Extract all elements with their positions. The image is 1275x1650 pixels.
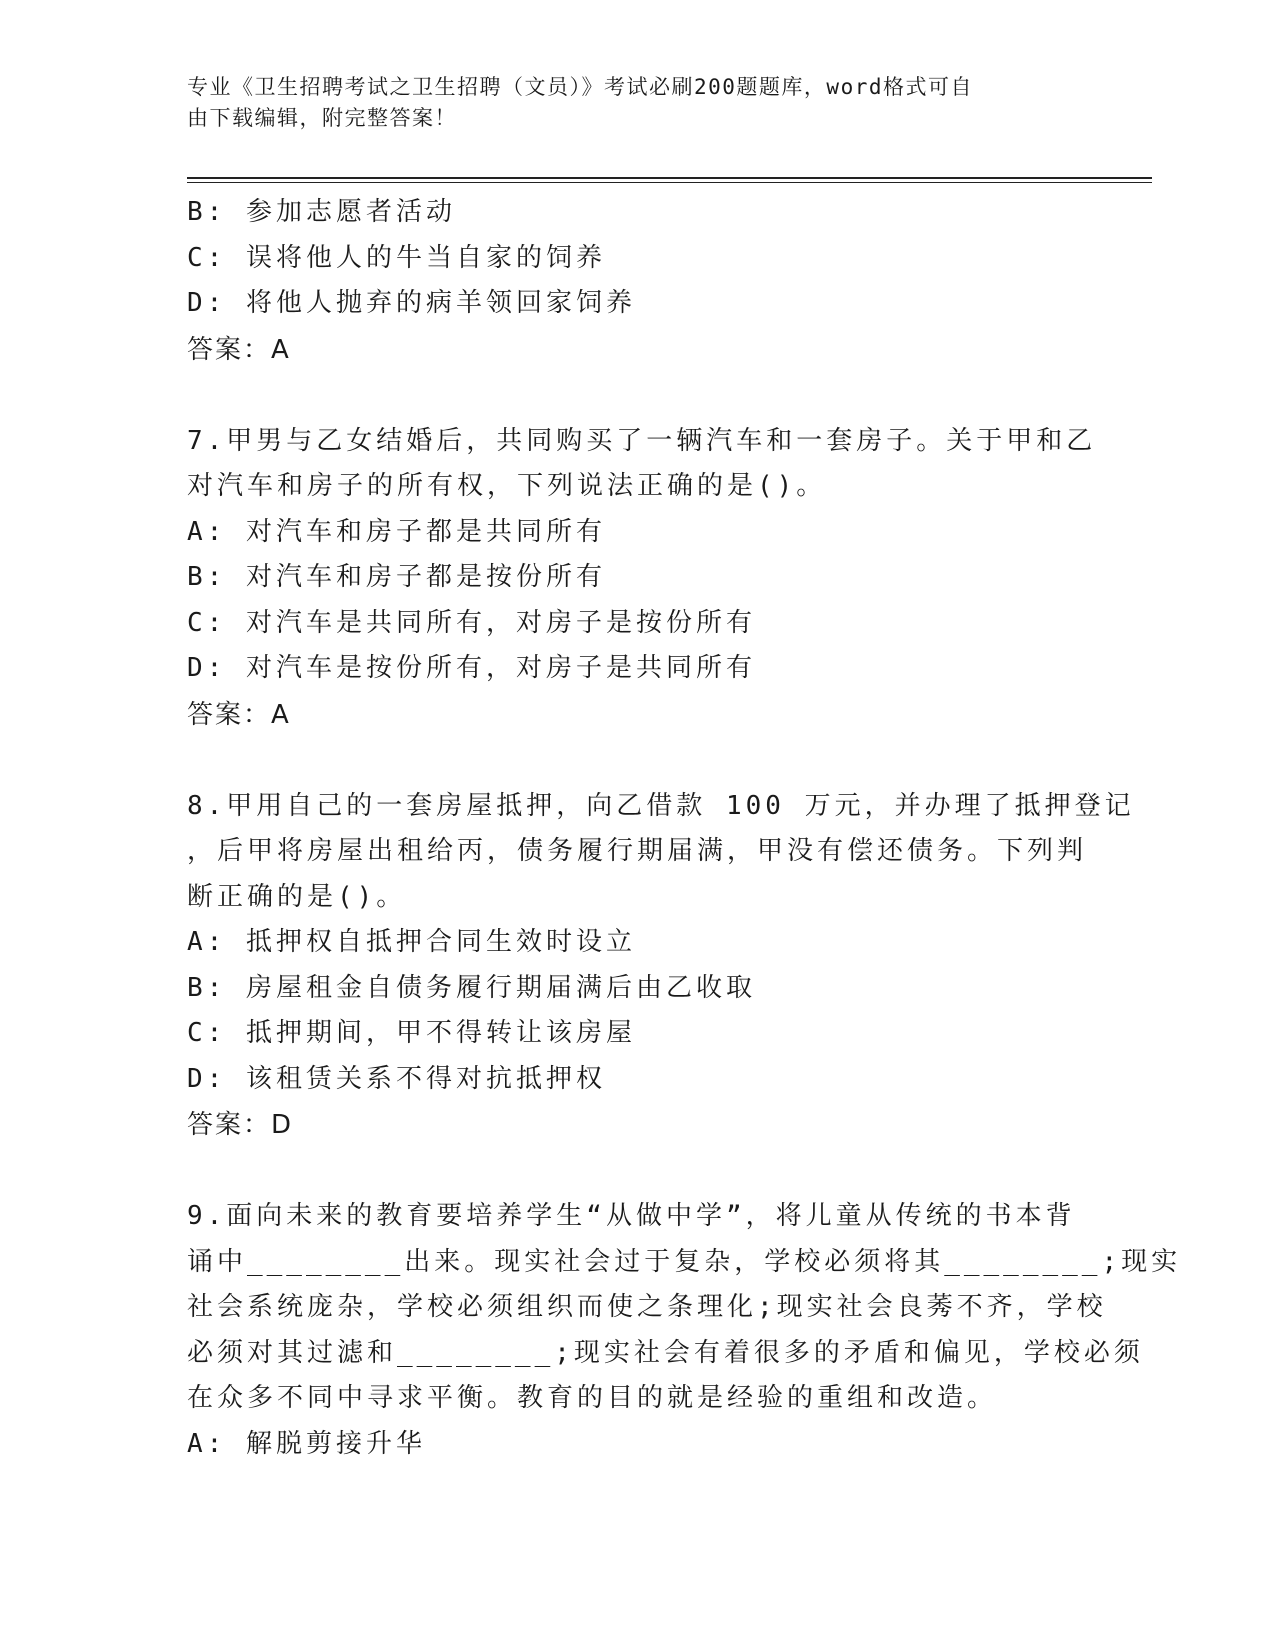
question-stem: 诵中________出来。现实社会过于复杂，学校必须将其________;现实 bbox=[187, 1246, 1182, 1277]
question-7 bbox=[187, 419, 1097, 738]
answer: 答案：A bbox=[187, 699, 291, 730]
option-b: B: 参加志愿者活动 bbox=[187, 197, 456, 227]
question-list bbox=[187, 190, 1182, 1467]
document-header bbox=[187, 72, 1067, 134]
question-8 bbox=[187, 784, 1135, 1149]
option-d: D: 该租赁关系不得对抗抵押权 bbox=[187, 1063, 606, 1094]
question-stem: 必须对其过滤和________;现实社会有着很多的矛盾和偏见，学校必须 bbox=[187, 1337, 1144, 1368]
question-stem: 社会系统庞杂，学校必须组织而使之条理化;现实社会良莠不齐，学校 bbox=[187, 1292, 1107, 1322]
question-stem: 断正确的是()。 bbox=[187, 881, 407, 912]
option-a: A: 对汽车和房子都是共同所有 bbox=[187, 516, 606, 547]
question-9 bbox=[187, 1194, 1182, 1467]
question-6-continued bbox=[187, 190, 1077, 373]
option-d: D: 将他人抛弃的病羊领回家饲养 bbox=[187, 288, 636, 318]
answer: 答案：A bbox=[187, 334, 291, 365]
option-a: A: 解脱剪接升华 bbox=[187, 1428, 426, 1459]
question-stem: 8.甲用自己的一套房屋抵押，向乙借款 100 万元，并办理了抵押登记 bbox=[187, 790, 1135, 821]
question-stem: ，后甲将房屋出租给丙，债务履行期届满，甲没有偿还债务。下列判 bbox=[187, 836, 1088, 866]
header-title-line-1: 专业《卫生招聘考试之卫生招聘（文员）》考试必刷200题题库，word格式可自 bbox=[187, 75, 973, 99]
spacer bbox=[187, 738, 1077, 784]
spacer bbox=[187, 1148, 1077, 1194]
header-title-line-2: 由下载编辑，附完整答案！ bbox=[187, 106, 457, 130]
option-c: C: 对汽车是共同所有，对房子是按份所有 bbox=[187, 607, 756, 638]
option-a: A: 抵押权自抵押合同生效时设立 bbox=[187, 927, 636, 957]
answer: 答案：D bbox=[187, 1110, 294, 1140]
option-b: B: 房屋租金自债务履行期届满后由乙收取 bbox=[187, 972, 756, 1003]
option-b: B: 对汽车和房子都是按份所有 bbox=[187, 562, 606, 592]
spacer bbox=[187, 373, 1077, 419]
question-stem: 9.面向未来的教育要培养学生“从做中学”，将儿童从传统的书本背 bbox=[187, 1201, 1076, 1231]
option-c: C: 误将他人的牛当自家的饲养 bbox=[187, 242, 606, 273]
option-d: D: 对汽车是按份所有，对房子是共同所有 bbox=[187, 653, 756, 683]
question-stem: 7.甲男与乙女结婚后，共同购买了一辆汽车和一套房子。关于甲和乙 bbox=[187, 425, 1097, 456]
question-stem: 在众多不同中寻求平衡。教育的目的就是经验的重组和改造。 bbox=[187, 1383, 998, 1413]
question-stem: 对汽车和房子的所有权，下列说法正确的是()。 bbox=[187, 471, 827, 501]
header-rule-thin bbox=[187, 182, 1152, 183]
option-c: C: 抵押期间，甲不得转让该房屋 bbox=[187, 1018, 636, 1048]
header-rule-thick bbox=[187, 177, 1152, 179]
